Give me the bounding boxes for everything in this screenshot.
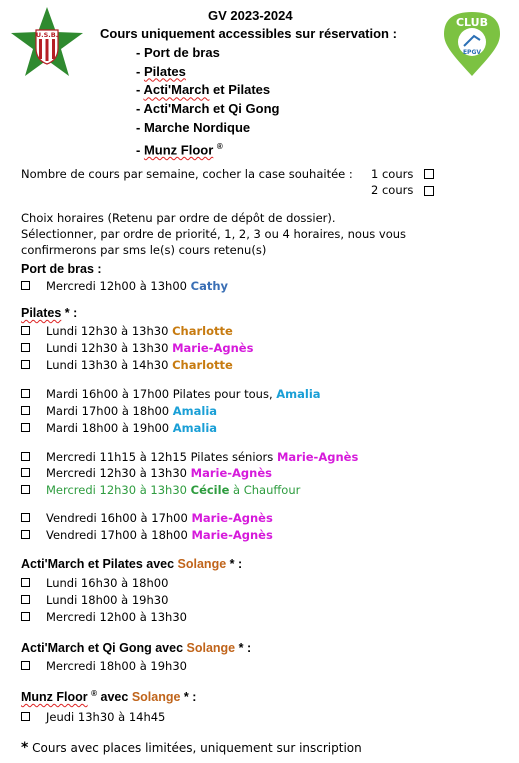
schedule-checkbox[interactable]	[21, 281, 30, 290]
weekly-option-2-label: 2 cours	[371, 183, 414, 197]
schedule-row	[21, 658, 187, 674]
schedule-checkbox[interactable]	[21, 661, 30, 670]
coach-name: Solange	[177, 557, 227, 571]
footer-text: Cours avec places limitées, uniquement sur inscription	[28, 741, 362, 755]
course-list	[136, 44, 279, 160]
coach-name: Amalia	[172, 421, 218, 435]
footer-note	[21, 740, 362, 756]
schedule-time: Mercredi 18h00 à 19h30	[46, 659, 187, 673]
instructions	[21, 210, 406, 258]
schedule-row	[21, 482, 300, 498]
usb-star-logo	[10, 6, 84, 78]
schedule-row	[21, 278, 228, 294]
schedule-row	[21, 386, 321, 402]
limited-star: * :	[64, 306, 78, 320]
weekly-option-1-checkbox[interactable]	[424, 169, 434, 179]
schedule-checkbox[interactable]	[21, 612, 30, 621]
section-title-text: Munz Floor	[21, 690, 88, 705]
section-title-text: Pilates	[21, 306, 62, 320]
coach-name: Cathy	[190, 279, 229, 293]
schedule-location: à Chauffour	[229, 483, 301, 497]
schedule-row	[21, 510, 273, 526]
coach-name: Marie-Agnès	[172, 341, 254, 355]
section-title-pilates	[21, 306, 77, 320]
course-list-item: - Munz Floor ®	[136, 141, 223, 157]
schedule-row	[21, 340, 253, 356]
coach-name: Charlotte	[172, 358, 233, 372]
coach-name: Solange	[131, 690, 181, 705]
schedule-time: Lundi 13h30 à 14h30	[46, 358, 173, 372]
course-list-item: - Marche Nordique	[136, 119, 251, 135]
coach-name: Marie-Agnès	[191, 528, 273, 542]
limited-star: * :	[180, 690, 197, 705]
schedule-time: Lundi 12h30 à 13h30	[46, 324, 173, 338]
coach-name: Marie-Agnès	[191, 511, 273, 525]
schedule-checkbox[interactable]	[21, 468, 30, 477]
coach-name: Solange	[186, 641, 236, 655]
schedule-time: Mardi 16h00 à 17h00 Pilates pour tous,	[46, 387, 277, 401]
schedule-row	[21, 420, 217, 436]
footer-star: *	[21, 740, 29, 756]
schedule-row	[21, 709, 165, 725]
page-subtitle: Cours uniquement accessibles sur réservation :	[100, 26, 397, 41]
course-list-item: - Pilates	[136, 63, 186, 79]
schedule-checkbox[interactable]	[21, 343, 30, 352]
instructions-line: Choix horaires (Retenu par ordre de dépôt de dossier).	[21, 211, 336, 225]
schedule-time: Lundi 16h30 à 18h00	[46, 576, 169, 590]
schedule-time: Mercredi 12h00 à 13h30	[46, 610, 187, 624]
schedule-checkbox[interactable]	[21, 578, 30, 587]
logo-right-text: CLUB	[455, 16, 489, 29]
schedule-checkbox[interactable]	[21, 530, 30, 539]
schedule-checkbox[interactable]	[21, 406, 30, 415]
section-title-text: Acti'March et Qi Gong avec	[21, 641, 187, 655]
schedule-row	[21, 609, 187, 625]
schedule-checkbox[interactable]	[21, 423, 30, 432]
limited-star: * :	[235, 641, 252, 655]
schedule-checkbox[interactable]	[21, 513, 30, 522]
coach-name: Charlotte	[172, 324, 233, 338]
weekly-count-label: Nombre de cours par semaine, cocher la case souhaitée :	[21, 167, 353, 181]
schedule-checkbox[interactable]	[21, 452, 30, 461]
schedule-checkbox[interactable]	[21, 485, 30, 494]
section-title-munz	[21, 689, 196, 704]
schedule-checkbox[interactable]	[21, 326, 30, 335]
registered-mark: ®	[216, 141, 223, 151]
course-list-item: - Port de bras	[136, 45, 220, 60]
coach-name: Cécile	[190, 483, 230, 497]
logo-left-text: U.S.B.	[35, 31, 59, 39]
schedule-row	[21, 323, 233, 339]
schedule-row	[21, 403, 217, 419]
limited-star: * :	[226, 557, 243, 571]
section-title-text: avec	[97, 690, 132, 705]
section-title-port-de-bras: Port de bras :	[21, 262, 102, 276]
section-title-acti-pilates	[21, 557, 242, 571]
schedule-time: Vendredi 16h00 à 17h00	[46, 511, 192, 525]
club-epgv-logo	[440, 8, 504, 78]
schedule-checkbox[interactable]	[21, 360, 30, 369]
coach-name: Amalia	[172, 404, 218, 418]
weekly-option-1-label: 1 cours	[371, 167, 414, 181]
schedule-row	[21, 465, 272, 481]
schedule-checkbox[interactable]	[21, 389, 30, 398]
coach-name: Marie-Agnès	[276, 450, 359, 464]
instructions-line: Sélectionner, par ordre de priorité, 1, 2, 3 ou 4 horaires, nous vous	[21, 227, 407, 241]
schedule-row	[21, 592, 168, 608]
schedule-row	[21, 527, 273, 543]
schedule-time: Lundi 18h00 à 19h30	[46, 593, 169, 607]
schedule-time: Mardi 17h00 à 18h00	[46, 404, 173, 418]
schedule-checkbox[interactable]	[21, 595, 30, 604]
schedule-checkbox[interactable]	[21, 712, 30, 721]
schedule-time: Mercredi 12h00 à 13h00	[46, 279, 191, 293]
section-title-acti-qigong	[21, 641, 251, 655]
schedule-time: Jeudi 13h30 à 14h45	[46, 710, 166, 724]
weekly-option-2-checkbox[interactable]	[424, 186, 434, 196]
schedule-time: Mercredi 11h15 à 12h15 Pilates séniors	[46, 450, 277, 464]
schedule-time: Mercredi 12h30 à 13h30	[46, 483, 191, 497]
registered-mark: ®	[91, 689, 98, 698]
coach-name: Amalia	[276, 387, 321, 401]
schedule-time: Lundi 12h30 à 13h30	[46, 341, 173, 355]
coach-name: Marie-Agnès	[190, 466, 272, 480]
instructions-line: confirmerons par sms le(s) cours retenu(s)	[21, 243, 267, 257]
schedule-time: Mercredi 12h30 à 13h30	[46, 466, 191, 480]
logo-right-sub: EPGV	[462, 49, 482, 56]
schedule-time: Vendredi 17h00 à 18h00	[46, 528, 192, 542]
schedule-row	[21, 357, 233, 373]
section-title-text: Acti'March et Pilates avec	[21, 557, 178, 571]
schedule-row	[21, 575, 168, 591]
course-list-item: - Acti'March et Qi Gong	[136, 101, 280, 117]
page-title: GV 2023-2024	[208, 8, 293, 23]
schedule-time: Mardi 18h00 à 19h00	[46, 421, 173, 435]
schedule-row	[21, 449, 358, 465]
course-list-item: - Acti'March et Pilates	[136, 82, 271, 98]
